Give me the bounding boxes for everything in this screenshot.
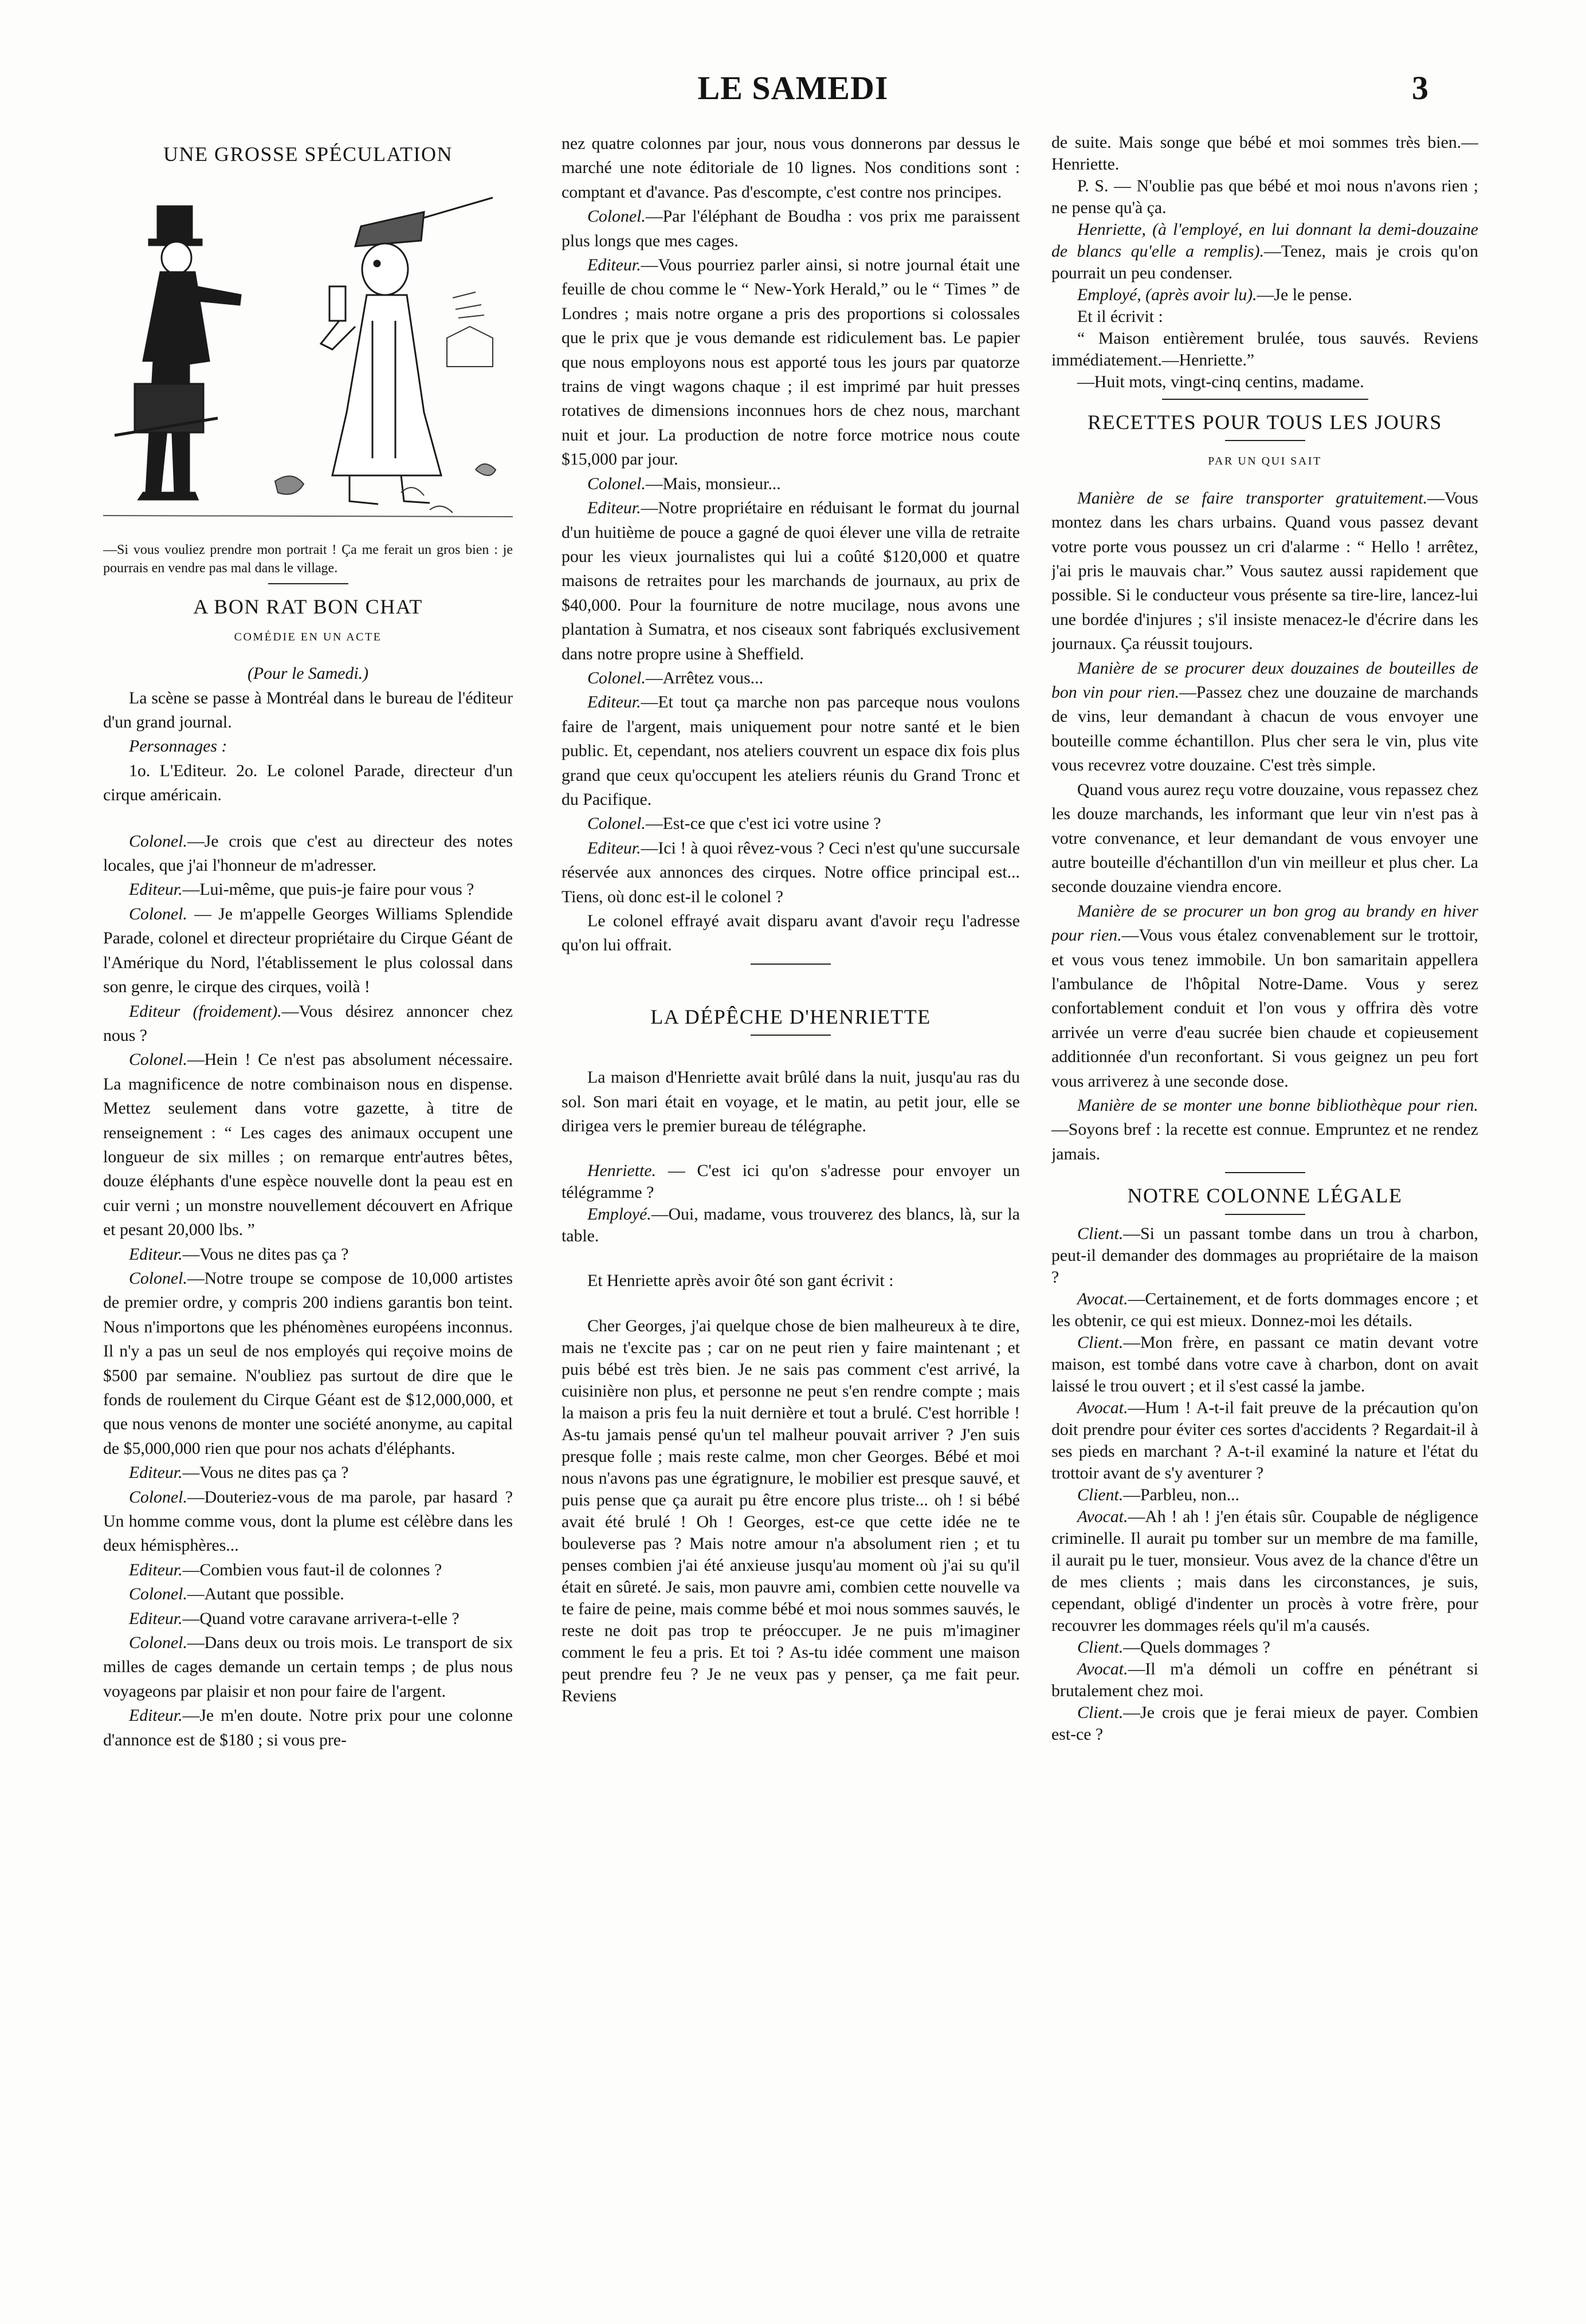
speaker: Client. (1077, 1485, 1124, 1504)
dialogue-line (103, 1461, 513, 1485)
speech: —Par l'éléphant de Boudha : vos prix me paraissent plus longs que mes cages. (562, 207, 1020, 250)
paragraph: nez quatre colonnes par jour, nous vous donnerons par dessus le marché une note éditoriale de 10 lignes. Nos conditions sont : comptant et d'avance. Pas d'escompte, c'est contre nos principes. (562, 134, 1020, 202)
speaker: Editeur. (587, 255, 641, 275)
recipe-text: —Vous vous étalez convenablement sur le trottoir, et vous vous tenez immobile. Un bon samaritain appellera l'ambulance de l'hôpital Notre-Dame. Vous y serez confortablement conduit et l'on vous y offrira dès votre arrivée un verre d'eau sucrée bien chaude et copieusement additionnée d'un reconfortant. Si vous geignez un peu fort vous arriverez à une seconde dose. (1051, 926, 1478, 1091)
cartoon-caption: —Si vous vouliez prendre mon portrait ! Ça me ferait un gros bien : je pourrais en vendre pas mal dans le village. (103, 542, 513, 576)
speech: —Il m'a démoli un coffre en pénétrant si brutalement chez moi. (1051, 1659, 1478, 1700)
speech: —Autant que possible. (187, 1584, 344, 1604)
speech: —Si un passant tombe dans un trou à charbon, peut-il demander des dommages au propriétaire de la maison ? (1051, 1224, 1478, 1287)
divider (751, 1035, 831, 1036)
paragraph: La maison d'Henriette avait brûlé dans la nuit, jusqu'au ras du sol. Son mari était en voyage, et le matin, au petit jour, elle se dirigea vers le premier bureau de télégraphe. (562, 1068, 1020, 1136)
dialogue-line (562, 666, 1020, 690)
dialogue-line (1051, 1223, 1478, 1288)
speech: —Est-ce que c'est ici votre usine ? (645, 814, 881, 833)
dialogue-line (562, 472, 1020, 496)
dialogue-line (1051, 1332, 1478, 1397)
speech: —Quand votre caravane arrivera-t-elle ? (182, 1609, 460, 1628)
dialogue-line (1051, 1288, 1478, 1332)
speaker: Editeur. (129, 1560, 183, 1579)
play-subtitle: COMÉDIE EN UN ACTE (234, 630, 382, 643)
section-heading: RECETTES POUR TOUS LES JOURS (1088, 411, 1442, 434)
speaker: Colonel. (587, 814, 646, 833)
recipe-title: Manière de se monter une bonne bibliothèque pour rien. (1077, 1095, 1478, 1115)
speaker: Employé, (après avoir lu). (1077, 285, 1257, 304)
speech: —Vous ne dites pas ça ? (182, 1244, 349, 1264)
speech: —Hum ! A-t-il fait preuve de la précaution qu'on doit prendre pour éviter ces sortes d'accidents ? Regardait-il à ses pieds en marchant ? A-t-il examiné la nature et l'état du trottoir avant de s'y aventurer ? (1051, 1398, 1478, 1483)
speech: —Dans deux ou trois mois. Le transport de six milles de cages demande un certain temps ; de plus nous voyageons par plaisir et non pour faire de l'argent. (103, 1633, 513, 1701)
speech: —Je m'en doute. Notre prix pour une colonne d'annonce est de $180 ; si vous pre- (103, 1706, 513, 1749)
personnages-label: Personnages : (129, 737, 227, 756)
paragraph: Le colonel effrayé avait disparu avant d'avoir reçu l'adresse qu'on lui offrait. (562, 911, 1020, 955)
cartoon-illustration (103, 172, 513, 538)
speaker: Client. (1077, 1224, 1124, 1243)
masthead (0, 69, 1586, 126)
speaker: Colonel. (129, 1584, 187, 1604)
speaker: Editeur. (587, 838, 641, 858)
telegram-letter: Cher Georges, j'ai quelque chose de bien malheureux à te dire, mais ne t'excite pas ; car on ne peut rien y faire maintenant ; et puis bébé est très bien. Je ne sais pas comment c'est arrivé, la cuisinière non plus, et personne ne peut s'en rendre compte ; mais la maison a pris feu la nuit dernière et tout a brulé. C'est horrible ! As-tu jamais pensé qu'un tel malheur pouvait arriver ? J'en suis presque folle ; mais reste calme, mon cher Georges. Bébé et moi nous n'avons pas une égratignure, le mobilier est presque sauvé, et puis pense que ça aurait pu être encore plus triste... oh ! si bébé avait été brulé ! Oh ! Georges, est-ce que cette idée ne te bouleverse pas ? Mais notre amour n'a absolument rien ; et tu penses combien j'ai été anxieuse jusqu'au moment où j'ai su qu'il était en sûreté. Je sais, mon pauvre ami, combien cette nouvelle va te faire de peine, mais comme bébé et moi nous sommes sauvés, le reste ne doit pas trop te préoccuper. Je ne puis m'imaginer comment le feu a pris. Et toi ? As-tu idée comment une maison peut prendre feu ? Je ne veux pas y penser, ça me fait peur. Reviens (562, 1316, 1020, 1705)
speaker: Editeur. (129, 880, 183, 899)
play-for: (Pour le Samedi.) (247, 664, 368, 683)
divider (1162, 399, 1368, 400)
recipe (1051, 899, 1478, 1094)
section-heading: LA DÉPÊCHE D'HENRIETTE (650, 1005, 931, 1028)
dialogue-line (1051, 1637, 1478, 1658)
recipe (1051, 486, 1478, 656)
divider (1225, 1214, 1305, 1215)
dialogue-line (103, 1000, 513, 1048)
speech: —Tenez, mais je crois qu'on pourrait un peu condenser. (1051, 242, 1478, 282)
speaker: Colonel. (129, 1633, 187, 1653)
speech: —Notre troupe se compose de 10,000 artistes de premier ordre, y compris 200 indiens garantis bon teint. Nous n'importons que les phénomènes européens inconnus. Il n'y a pas un seul de nos employés qui reçoive moins de $500 par semaine. N'oubliez pas surtout de dire que le fonds de roulement du Cirque Géant est de $12,000,000, et que nous venons de monter une société anonyme, au capital de $5,000,000 rien que pour nos achats d'éléphants. (103, 1268, 513, 1458)
dialogue-line (1051, 1658, 1478, 1702)
speech: —Douteriez-vous de ma parole, par hasard ? Un homme comme vous, dont la plume est célèbre dans les deux hémisphères... (103, 1487, 513, 1555)
speech: —Certainement, et de forts dommages encore ; et les obtenir, ce qui est mieux. Donnez-moi les détails. (1051, 1289, 1478, 1330)
column-3 (1051, 132, 1478, 2309)
dialogue-line (103, 829, 513, 878)
speaker: Editeur. (129, 1244, 183, 1264)
dialogue-line (562, 1160, 1020, 1204)
recipe (1051, 1094, 1478, 1166)
speech: —Et tout ça marche non pas parceque nous voulons faire de l'argent, mais uniquement pour notre santé et le bien public. Et, cependant, nos ateliers couvrent un espace dix fois plus grand que ceux qu'occupent les ateliers réunis du Grand Tronc et du Pacifique. (562, 693, 1020, 809)
speaker: Colonel. (129, 1050, 187, 1069)
section-heading: NOTRE COLONNE LÉGALE (1127, 1184, 1403, 1208)
speech: — C'est ici qu'on s'adresse pour envoyer un télégramme ? (562, 1161, 1020, 1202)
speaker: Editeur. (587, 498, 641, 518)
speaker: Colonel. (587, 207, 646, 226)
paragraph: de suite. Mais songe que bébé et moi sommes très bien.—Henriette. (1051, 133, 1478, 174)
divider (751, 964, 831, 965)
dialogue-line (562, 1204, 1020, 1247)
speaker: Editeur. (129, 1706, 183, 1725)
speaker: Colonel. (129, 1487, 187, 1507)
speaker: Henriette, (à l'employé, en lui donnant la demi-douzaine de blancs qu'elle a remplis). (1051, 220, 1478, 261)
recipe-title: Manière de se faire transporter gratuitement. (1077, 488, 1428, 508)
speech: —Vous pourriez parler ainsi, si notre journal était une feuille de chou comme le “ New-York Herald,” ou le “ Times ” de Londres ; mais notre organe a pris des proportions si colossales que le prix que je vous demande est ridiculement bas. Le papier que nous employons nous est apporté tous les jours par quatorze trains de vingt wagons chaque ; il est imprimé par huit presses rotatives de dimensions inconnues hors de chez nous, marchant nuit et jour. La production de notre force motrice nous coute $15,000 par jour. (562, 255, 1020, 469)
speech: —Je crois que c'est au directeur des notes locales, que j'ai l'honneur de m'adresser. (103, 831, 513, 875)
dialogue-line (103, 1242, 513, 1267)
dialogue-line (1051, 1484, 1478, 1506)
dialogue-line (562, 253, 1020, 472)
speech: —Je le pense. (1257, 285, 1352, 304)
speaker: Client. (1077, 1637, 1124, 1657)
speaker: Editeur. (129, 1609, 183, 1628)
speaker: Editeur. (587, 693, 641, 712)
speech: —Ah ! ah ! j'en étais sûr. Coupable de négligence criminelle. Il aurait pu tomber sur un membre de ma famille, il aurait pu le tuer, monsieur. Vous avez de la chance d'être un de mes clients ; mais dans les circonstances, je suis, cependant, obligé d'indenter un procès à votre frère, pour recouvrer les dommages réels qu'il m'a causés. (1051, 1507, 1478, 1635)
speech: —Mon frère, en passant ce matin devant votre maison, est tombé dans votre cave à charbon, dont on avait laissé le trou ouvert ; et il s'est cassé la jambe. (1051, 1332, 1478, 1395)
dialogue-line (1051, 1702, 1478, 1745)
speech: —Vous ne dites pas ça ? (182, 1463, 349, 1483)
divider (1225, 1172, 1305, 1173)
paragraph: 1o. L'Editeur. 2o. Le colonel Parade, directeur d'un cirque américain. (103, 761, 513, 805)
dialogue-line (103, 878, 513, 902)
dialogue-line (1051, 219, 1478, 284)
dialogue-line (1051, 1397, 1478, 1484)
paragraph: P. S. — N'oublie pas que bébé et moi nous n'avons rien ; ne pense qu'à ça. (1051, 176, 1478, 217)
paragraph: Et Henriette après avoir ôté son gant écrivit : (587, 1271, 894, 1291)
recipe-title: Manière de se procurer deux douzaines de bouteilles de bon vin pour rien. (1051, 658, 1478, 702)
newspaper-title: LE SAMEDI (697, 69, 889, 107)
speaker: Avocat. (1077, 1398, 1128, 1417)
speech: —Mais, monsieur... (645, 474, 781, 493)
column-2 (562, 132, 1020, 2309)
dialogue-line (103, 1048, 513, 1242)
paragraph: —Huit mots, vingt-cinq centins, madame. (1077, 372, 1364, 391)
speech: — Je m'appelle Georges Williams Splendide Parade, colonel et directeur propriétaire du Cirque Géant de l'Amérique du Nord, l'établissement le plus colossal dans son genre, le cirque des cirques, voilà ! (103, 904, 513, 997)
speech: —Quels dommages ? (1123, 1637, 1270, 1657)
dialogue-line (562, 836, 1020, 909)
dialogue-line (103, 1582, 513, 1606)
paragraph: Quand vous aurez reçu votre douzaine, vous repassez chez les douze marchands, les informant que leur vin n'est pas à votre convenance, et leur demandant de vous envoyer une autre bouteille d'échantillon d'un vin meilleur et plus cher. La seconde douzaine viendra encore. (1051, 780, 1478, 896)
speaker: Employé. (587, 1205, 651, 1224)
speaker: Avocat. (1077, 1659, 1128, 1678)
recipe-text: —Soyons bref : la recette est connue. Empruntez et ne rendez jamais. (1051, 1120, 1478, 1163)
cartoon-heading: UNE GROSSE SPÉCULATION (163, 143, 453, 166)
recipe-text: —Passez chez une douzaine de marchands de vins, leur demandant à chacun de vous envoyer une bouteille comme échantillon. Plus cher sera le vin, plus vite vous recevrez votre douzaine. C'est très simple. (1051, 683, 1478, 775)
byline: PAR UN QUI SAIT (1208, 455, 1322, 468)
dialogue-line (103, 1704, 513, 1752)
recipe (1051, 656, 1478, 778)
dialogue-line (1051, 284, 1478, 306)
speaker: Editeur (froidement). (129, 1001, 282, 1021)
speaker: Colonel. (587, 474, 646, 493)
speaker: Colonel. (129, 1268, 187, 1288)
column-1 (103, 132, 513, 2309)
speech: —Combien vous faut-il de colonnes ? (182, 1560, 442, 1579)
play-title: A BON RAT BON CHAT (193, 595, 423, 619)
dialogue-line (103, 1267, 513, 1461)
telegram-text: “ Maison entièrement brulée, tous sauvés. Reviens immédiatement.—Henriette.” (1051, 329, 1478, 369)
dialogue-line (103, 902, 513, 1000)
dialogue-line (1051, 1506, 1478, 1637)
dialogue-line (103, 1485, 513, 1558)
divider (268, 583, 348, 584)
speaker: Colonel. (129, 831, 187, 851)
speech: —Arrêtez vous... (645, 668, 764, 687)
dialogue-line (562, 812, 1020, 836)
divider (1225, 440, 1305, 441)
speaker: Client. (1077, 1702, 1124, 1722)
speech: —Lui-même, que puis-je faire pour vous ? (182, 880, 474, 899)
dialogue-line (562, 205, 1020, 253)
speaker: Avocat. (1077, 1289, 1128, 1308)
speaker: Avocat. (1077, 1507, 1128, 1526)
paragraph: La scène se passe à Montréal dans le bureau de l'éditeur d'un grand journal. (103, 688, 513, 732)
recipe-title: Manière de se procurer un bon grog au brandy en hiver pour rien. (1051, 901, 1478, 945)
speech: —Vous désirez annoncer chez nous ? (103, 1001, 513, 1045)
speaker: Henriette. (587, 1161, 656, 1181)
dialogue-line (103, 1631, 513, 1704)
speech: —Notre propriétaire en réduisant le format du journal d'un huitième de pouce a gagné de quoi élever une villa de retraite pour les vieux journalistes qui lui a coûté $120,000 et quatre maisons de retraites pour les marchands de journaux, au prix de $40,000. Pour la fourniture de notre mucilage, nous avons une plantation à Sumatra, et nos ciseaux sont fabriqués exclusivement dans notre propre usine à Sheffield. (562, 498, 1020, 663)
speech: —Hein ! Ce n'est pas absolument nécessaire. La magnificence de notre combinaison nous en dispense. Mettez seulement dans votre gazette, à titre de renseignement : “ Les cages des animaux occupent une longueur de six milles ; on remarque entr'autres bêtes, douze éléphants d'une espèce nouvelle dont la peau est en cuir verni ; un monstre nouvellement découvert en Afrique et pesant 20,000 lbs. ” (103, 1050, 513, 1240)
dialogue-line (562, 496, 1020, 666)
recipe-text: —Vous montez dans les chars urbains. Quand vous passez devant votre porte vous poussez un cri d'alarme : “ Hello ! arrêtez, j'ai pris le mauvais char.” Vous sautez aussi rapidement que possible. Si le conducteur vous présente sa tire-lire, lancez-lui une bordée d'injures ; s'il insiste menacez-le d'écrire dans les journaux. Ça réussit toujours. (1051, 488, 1478, 654)
dialogue-line (562, 690, 1020, 812)
speech: —Ici ! à quoi rêvez-vous ? Ceci n'est qu'une succursale réservée aux annonces des cirques. Notre office principal est... Tiens, où donc est-il le colonel ? (562, 838, 1020, 906)
speaker: Client. (1077, 1332, 1124, 1352)
speech: —Oui, madame, vous trouverez des blancs, là, sur la table. (562, 1205, 1020, 1246)
dialogue-line (103, 1607, 513, 1631)
speaker: Colonel. (129, 904, 187, 923)
page-number: 3 (1412, 69, 1428, 107)
speaker: Colonel. (587, 668, 646, 687)
speaker: Editeur. (129, 1463, 183, 1483)
speech: —Parbleu, non... (1123, 1485, 1240, 1504)
speech: —Je crois que je ferai mieux de payer. Combien est-ce ? (1051, 1702, 1478, 1744)
paragraph: Et il écrivit : (1077, 307, 1163, 326)
dialogue-line (103, 1558, 513, 1582)
